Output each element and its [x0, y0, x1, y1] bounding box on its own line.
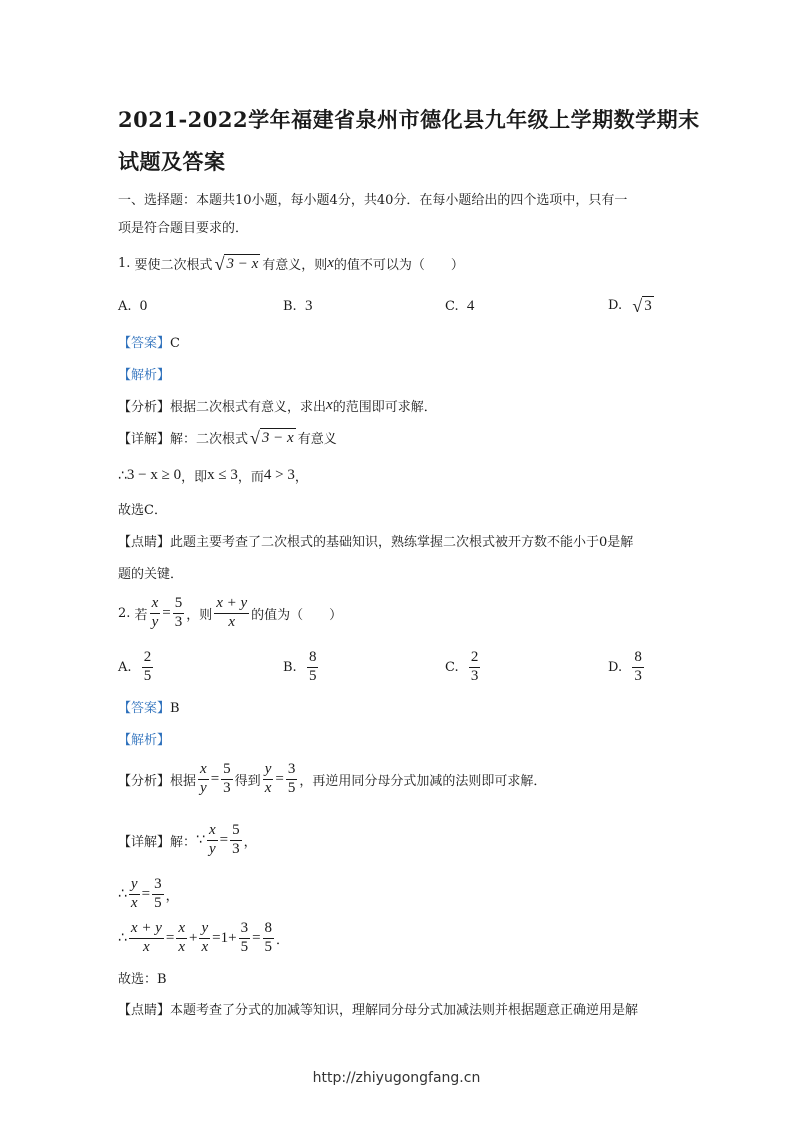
- q2-choose: 故选：B: [118, 972, 167, 987]
- q1-derivation: ∴ 3 − x ≥ 0 ，即 x ≤ 3 ，而 4 > 3 ，: [118, 467, 308, 485]
- section-intro-line-2: 项是符合题目要求的．: [118, 221, 249, 236]
- document-title-line-2: 试题及答案: [118, 149, 226, 174]
- question-1-text-c: 的值不可以为（ ）: [333, 258, 464, 273]
- question-1-variable: x: [327, 255, 334, 271]
- q1-option-d: D. √ 3: [608, 295, 652, 316]
- section-intro-line-1: 一、选择题：本题共10小题，每小题4分，共40分．在每小题给出的四个选项中，只有一: [118, 193, 628, 208]
- q1-fenxi: 【分析】 根据二次根式有意义，求出 x 的范围即可求解．: [118, 397, 437, 415]
- q1-option-a: A. 0: [118, 298, 148, 314]
- question-1-text-b: 有意义，则: [262, 258, 328, 273]
- q1-detail: 【详解】 解：二次根式 √ 3 − x 有意义: [118, 427, 337, 448]
- document-title-line-1: 2021-2022学年福建省泉州市德化县九年级上学期数学期末: [118, 107, 700, 132]
- q2-analysis-tag: 【解析】: [118, 733, 171, 748]
- q2-option-b: B. $\frac{8}{5}$: [283, 649, 317, 684]
- footer-url: http://zhiyugongfang.cn: [312, 1070, 481, 1086]
- q1-choose: 故选C．: [118, 503, 167, 518]
- q1-answer: 【答案】C: [118, 336, 180, 351]
- q1-dianjing-line-1: 【点睛】此题主要考查了二次根式的基础知识，熟练掌握二次根式被开方数不能小于0是解: [118, 535, 634, 550]
- q2-fenxi: 【分析】 根据 $\frac{x}{y}$ = $\frac{5}{3}$ 得到 $\frac{y}{x}$ = $\frac{3}{5}$ ，再逆用同分母分式加减的法则即可求解．: [118, 761, 547, 796]
- q2-option-d: D. $\frac{8}{3}$: [608, 649, 642, 684]
- q1-analysis-tag: 【解析】: [118, 368, 171, 383]
- answer-tag: 【答案】: [118, 336, 171, 351]
- q2-step-2: ∴ $\frac{x + y}{x}$ = $\frac{x}{x}$ + $\frac{y}{x}$ = 1+ $\frac{3}{5}$ = $\frac{8}{5}$ ．: [118, 920, 290, 955]
- q2-detail: 【详解】 解： ∵ $\frac{x}{y}$ = $\frac{5}{3}$ ，: [118, 822, 257, 857]
- q1-option-c: C. 4: [445, 298, 475, 314]
- q2-option-c: C. $\frac{2}{3}$: [445, 649, 479, 684]
- question-1-radical: √ 3 − x: [214, 253, 259, 274]
- q1-option-b: B. 3: [283, 298, 313, 314]
- q2-dianjing-line-1: 【点睛】本题考查了分式的加减等知识，理解同分母分式加减法则并根据题意正确逆用是解: [118, 1003, 639, 1018]
- q2-option-a: A. $\frac{2}{5}$: [118, 649, 152, 684]
- question-1-number: 1.: [118, 256, 131, 271]
- q2-answer: 【答案】B: [118, 701, 180, 716]
- question-1-text-a: 要使二次根式: [134, 258, 213, 273]
- q2-step-1: ∴ $\frac{y}{x}$ = $\frac{3}{5}$ ，: [118, 876, 179, 911]
- question-1-stem: [118, 254, 464, 273]
- q1-dianjing-line-2: 题的关键．: [118, 567, 184, 582]
- question-2-stem: 2. 若 $\frac{x}{y}$ = $\frac{5}{3}$ ，则 $\frac{x + y}{x}$ 的值为（ ）: [118, 595, 343, 630]
